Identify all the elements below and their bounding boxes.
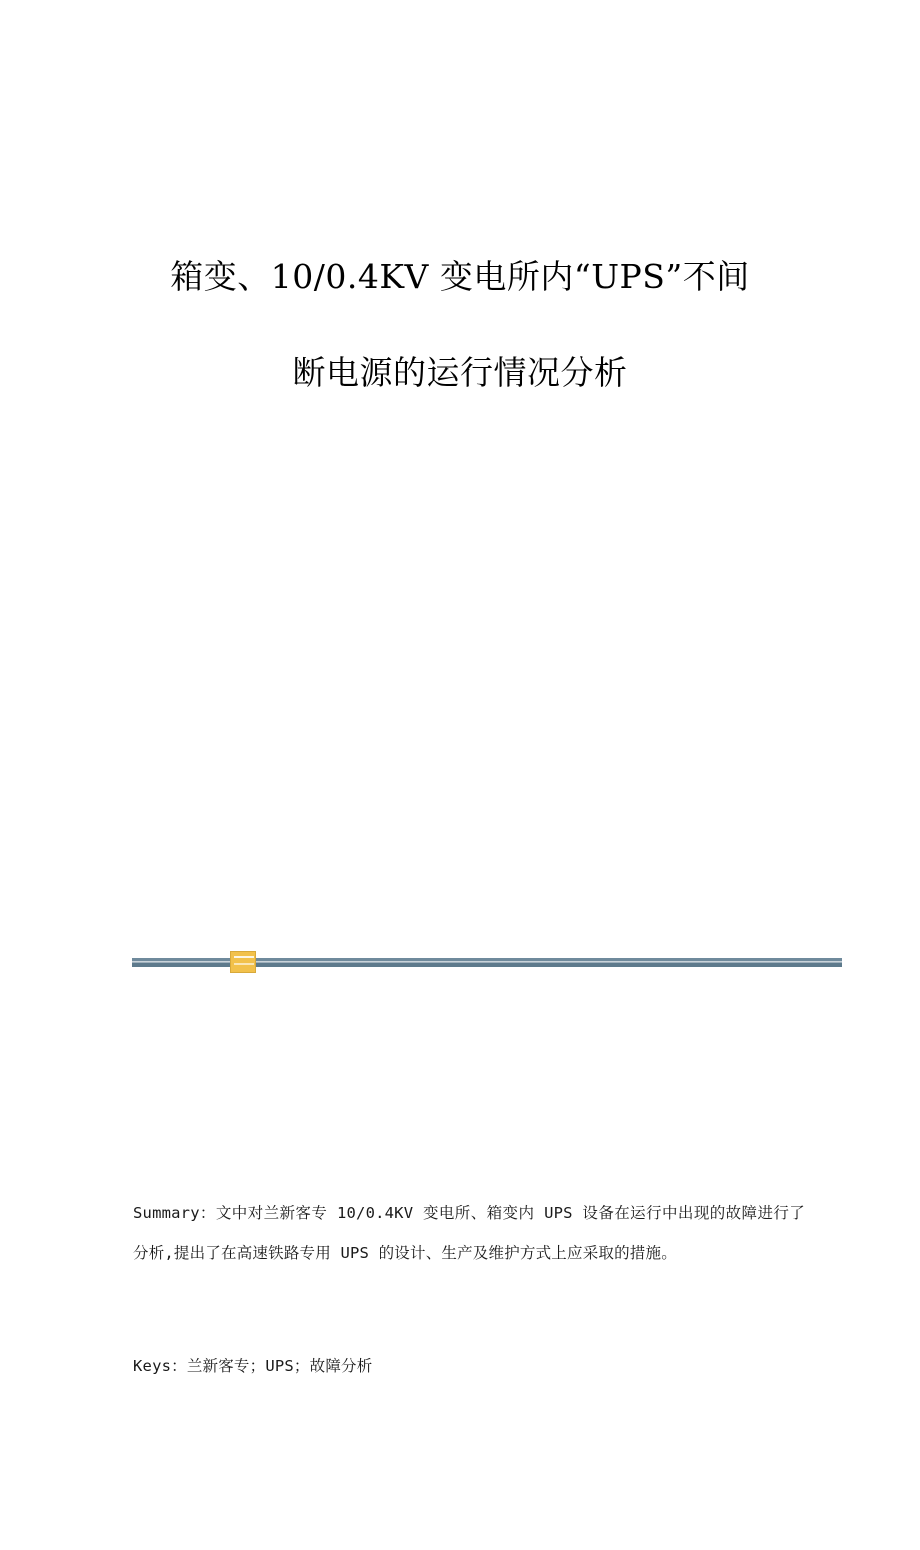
document-title <box>75 248 845 402</box>
decorative-diamond-icon <box>230 951 256 973</box>
title-line-1: 箱变、10/0.4KV 变电所内“UPS”不间 <box>170 257 750 296</box>
section-divider <box>132 951 842 973</box>
abstract-text: Summary：文中对兰新客专 10/0.4KV 变电所、箱变内 UPS 设备在运行中出现的故障进行了分析,提出了在高速铁路专用 UPS 的设计、生产及维护方式上应采取的措施。 <box>133 1204 805 1262</box>
keywords-text: Keys：兰新客专；UPS；故障分析 <box>133 1357 373 1375</box>
title-line-2: 断电源的运行情况分析 <box>292 353 628 392</box>
document-page <box>0 248 920 1550</box>
abstract-block <box>133 1193 805 1273</box>
keywords-block <box>133 1351 805 1381</box>
